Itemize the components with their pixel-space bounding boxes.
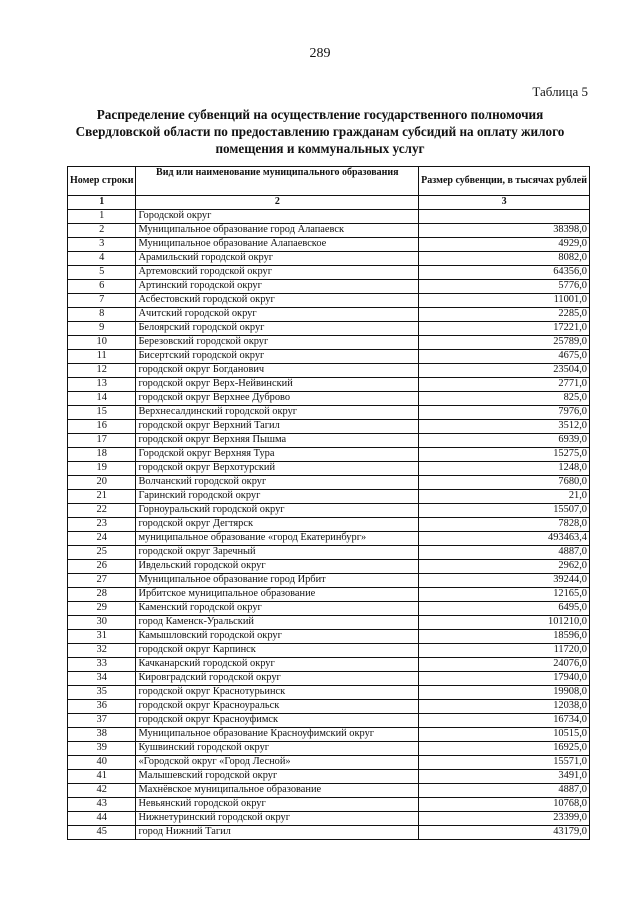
row-number: 27 xyxy=(68,573,136,587)
subvention-amount: 38398,0 xyxy=(419,223,590,237)
table-row xyxy=(68,769,590,783)
row-number: 19 xyxy=(68,461,136,475)
municipality-name: Бисертский городской округ xyxy=(136,349,419,363)
row-number: 38 xyxy=(68,727,136,741)
table-row xyxy=(68,419,590,433)
municipality-name: Горноуральский городской округ xyxy=(136,503,419,517)
municipality-name: Арамильский городской округ xyxy=(136,251,419,265)
subvention-amount: 19908,0 xyxy=(419,685,590,699)
table-row xyxy=(68,489,590,503)
row-number: 25 xyxy=(68,545,136,559)
municipality-name: Невьянский городской округ xyxy=(136,797,419,811)
subvention-amount: 7976,0 xyxy=(419,405,590,419)
column-number: 1 xyxy=(68,196,136,210)
row-number: 29 xyxy=(68,601,136,615)
municipality-name: Муниципальное образование Алапаевское xyxy=(136,237,419,251)
row-number: 21 xyxy=(68,489,136,503)
municipality-name: городской округ Красноуральск xyxy=(136,699,419,713)
subvention-amount: 6939,0 xyxy=(419,433,590,447)
table-row xyxy=(68,517,590,531)
column-number: 2 xyxy=(136,196,419,210)
municipality-name: Малышевский городской округ xyxy=(136,769,419,783)
row-number: 18 xyxy=(68,447,136,461)
row-number: 16 xyxy=(68,419,136,433)
subvention-amount: 8082,0 xyxy=(419,251,590,265)
subvention-amount: 101210,0 xyxy=(419,615,590,629)
table-row xyxy=(68,335,590,349)
table-row xyxy=(68,433,590,447)
row-number: 43 xyxy=(68,797,136,811)
municipality-name: Качканарский городской округ xyxy=(136,657,419,671)
table-row xyxy=(68,643,590,657)
table-row xyxy=(68,615,590,629)
subvention-amount: 2285,0 xyxy=(419,307,590,321)
subvention-amount: 11720,0 xyxy=(419,643,590,657)
row-number: 5 xyxy=(68,265,136,279)
municipality-name: городской округ Карпинск xyxy=(136,643,419,657)
subvention-amount: 18596,0 xyxy=(419,629,590,643)
table-row xyxy=(68,377,590,391)
subvention-amount: 25789,0 xyxy=(419,335,590,349)
municipality-name: городской округ Верхотурский xyxy=(136,461,419,475)
subvention-amount: 15507,0 xyxy=(419,503,590,517)
subvention-amount: 6495,0 xyxy=(419,601,590,615)
row-number: 32 xyxy=(68,643,136,657)
table-row xyxy=(68,629,590,643)
municipality-name: городской округ Верхняя Пышма xyxy=(136,433,419,447)
subvention-amount: 3491,0 xyxy=(419,769,590,783)
table-row xyxy=(68,321,590,335)
table-row xyxy=(68,279,590,293)
table-row xyxy=(68,391,590,405)
table-row xyxy=(68,293,590,307)
subvention-amount: 15275,0 xyxy=(419,447,590,461)
subvention-amount: 12038,0 xyxy=(419,699,590,713)
table-row xyxy=(68,741,590,755)
row-number: 23 xyxy=(68,517,136,531)
municipality-name: город Каменск-Уральский xyxy=(136,615,419,629)
header-name: Вид или наименование муниципального образования xyxy=(136,167,419,196)
row-number: 3 xyxy=(68,237,136,251)
row-number: 36 xyxy=(68,699,136,713)
row-number: 31 xyxy=(68,629,136,643)
row-number: 37 xyxy=(68,713,136,727)
row-number: 8 xyxy=(68,307,136,321)
subvention-amount: 23504,0 xyxy=(419,363,590,377)
municipality-name: Ивдельский городской округ xyxy=(136,559,419,573)
table-row xyxy=(68,699,590,713)
table-row xyxy=(68,223,590,237)
table-row xyxy=(68,559,590,573)
municipality-name: Нижнетуринский городской округ xyxy=(136,811,419,825)
table-row xyxy=(68,209,590,223)
municipality-name: муниципальное образование «город Екатеринбург» xyxy=(136,531,419,545)
subvention-amount: 7828,0 xyxy=(419,517,590,531)
municipality-name: Ирбитское муниципальное образование xyxy=(136,587,419,601)
municipality-name: Муниципальное образование Красноуфимский округ xyxy=(136,727,419,741)
subvention-amount: 43179,0 xyxy=(419,825,590,839)
row-number: 13 xyxy=(68,377,136,391)
municipality-name: городской округ Богданович xyxy=(136,363,419,377)
column-number-row xyxy=(68,196,590,210)
subvention-amount xyxy=(419,209,590,223)
table-row xyxy=(68,363,590,377)
subvention-amount: 4887,0 xyxy=(419,545,590,559)
table-row xyxy=(68,251,590,265)
municipality-name: Гаринский городской округ xyxy=(136,489,419,503)
subvention-amount: 10515,0 xyxy=(419,727,590,741)
table-row xyxy=(68,447,590,461)
table-row xyxy=(68,531,590,545)
municipality-name: городской округ Красноуфимск xyxy=(136,713,419,727)
row-number: 34 xyxy=(68,671,136,685)
subvention-amount: 16925,0 xyxy=(419,741,590,755)
municipality-name: городской округ Краснотурьинск xyxy=(136,685,419,699)
subvention-amount: 17221,0 xyxy=(419,321,590,335)
subvention-amount: 1248,0 xyxy=(419,461,590,475)
municipality-name: Верхнесалдинский городской округ xyxy=(136,405,419,419)
row-number: 17 xyxy=(68,433,136,447)
municipality-name: Кировградский городской округ xyxy=(136,671,419,685)
subvention-amount: 10768,0 xyxy=(419,797,590,811)
subvention-amount: 4675,0 xyxy=(419,349,590,363)
subvention-amount: 7680,0 xyxy=(419,475,590,489)
municipality-name: городской округ Верх-Нейвинский xyxy=(136,377,419,391)
subvention-amount: 5776,0 xyxy=(419,279,590,293)
municipality-name: Артинский городской округ xyxy=(136,279,419,293)
municipality-name: городской округ Заречный xyxy=(136,545,419,559)
subvention-amount: 12165,0 xyxy=(419,587,590,601)
table-row xyxy=(68,797,590,811)
subvention-amount: 15571,0 xyxy=(419,755,590,769)
table-row xyxy=(68,671,590,685)
municipality-name: Белоярский городской округ xyxy=(136,321,419,335)
subvention-amount: 23399,0 xyxy=(419,811,590,825)
municipality-name: Муниципальное образование город Алапаевск xyxy=(136,223,419,237)
subvention-amount: 825,0 xyxy=(419,391,590,405)
row-number: 6 xyxy=(68,279,136,293)
municipality-name: Березовский городской округ xyxy=(136,335,419,349)
municipality-name: городской округ Верхний Тагил xyxy=(136,419,419,433)
table-row xyxy=(68,783,590,797)
row-number: 4 xyxy=(68,251,136,265)
table-row xyxy=(68,503,590,517)
row-number: 9 xyxy=(68,321,136,335)
table-row xyxy=(68,349,590,363)
header-value: Размер субвенции, в тысячах рублей xyxy=(419,167,590,196)
municipality-name: Волчанский городской округ xyxy=(136,475,419,489)
municipality-name: Камышловский городской округ xyxy=(136,629,419,643)
row-number: 15 xyxy=(68,405,136,419)
table-row xyxy=(68,545,590,559)
table-row xyxy=(68,405,590,419)
subvention-amount: 2771,0 xyxy=(419,377,590,391)
table-row xyxy=(68,573,590,587)
subvention-amount: 39244,0 xyxy=(419,573,590,587)
row-number: 41 xyxy=(68,769,136,783)
table-row xyxy=(68,713,590,727)
row-number: 40 xyxy=(68,755,136,769)
table-row xyxy=(68,755,590,769)
table-row xyxy=(68,237,590,251)
row-number: 24 xyxy=(68,531,136,545)
row-number: 20 xyxy=(68,475,136,489)
row-number: 28 xyxy=(68,587,136,601)
row-number: 30 xyxy=(68,615,136,629)
table-row xyxy=(68,587,590,601)
column-number: 3 xyxy=(419,196,590,210)
municipality-name: городской округ Верхнее Дуброво xyxy=(136,391,419,405)
row-number: 42 xyxy=(68,783,136,797)
subvention-table xyxy=(67,166,590,840)
row-number: 14 xyxy=(68,391,136,405)
municipality-name: Ачитский городской округ xyxy=(136,307,419,321)
table-row xyxy=(68,685,590,699)
row-number: 39 xyxy=(68,741,136,755)
subvention-amount: 493463,4 xyxy=(419,531,590,545)
document-title: Распределение субвенций на осуществление государственного полномочия Свердловской области по предоставлению гражданам субсидий на оплату жилого помещения и коммунальных услуг xyxy=(75,107,565,156)
municipality-name: Городской округ xyxy=(136,209,419,223)
subvention-amount: 64356,0 xyxy=(419,265,590,279)
table-row xyxy=(68,307,590,321)
subvention-amount: 11001,0 xyxy=(419,293,590,307)
municipality-name: Городской округ Верхняя Тура xyxy=(136,447,419,461)
table-row xyxy=(68,265,590,279)
row-number: 22 xyxy=(68,503,136,517)
subvention-amount: 24076,0 xyxy=(419,657,590,671)
table-row xyxy=(68,601,590,615)
table-row xyxy=(68,657,590,671)
row-number: 35 xyxy=(68,685,136,699)
municipality-name: Кушвинский городской округ xyxy=(136,741,419,755)
municipality-name: Каменский городской округ xyxy=(136,601,419,615)
row-number: 44 xyxy=(68,811,136,825)
subvention-amount: 21,0 xyxy=(419,489,590,503)
subvention-amount: 17940,0 xyxy=(419,671,590,685)
row-number: 33 xyxy=(68,657,136,671)
subvention-amount: 2962,0 xyxy=(419,559,590,573)
municipality-name: городской округ Дегтярск xyxy=(136,517,419,531)
municipality-name: Махнёвское муниципальное образование xyxy=(136,783,419,797)
subvention-amount: 16734,0 xyxy=(419,713,590,727)
row-number: 12 xyxy=(68,363,136,377)
page-number: 289 xyxy=(309,46,331,61)
header-row xyxy=(68,167,590,196)
municipality-name: город Нижний Тагил xyxy=(136,825,419,839)
header-num: Номер строки xyxy=(68,167,136,196)
municipality-name: «Городской округ «Город Лесной» xyxy=(136,755,419,769)
row-number: 11 xyxy=(68,349,136,363)
row-number: 10 xyxy=(68,335,136,349)
row-number: 1 xyxy=(68,209,136,223)
subvention-amount: 4929,0 xyxy=(419,237,590,251)
subvention-amount: 4887,0 xyxy=(419,783,590,797)
row-number: 45 xyxy=(68,825,136,839)
table-label: Таблица 5 xyxy=(532,84,588,99)
municipality-name: Асбестовский городской округ xyxy=(136,293,419,307)
row-number: 7 xyxy=(68,293,136,307)
subvention-amount: 3512,0 xyxy=(419,419,590,433)
table-row xyxy=(68,825,590,839)
table-row xyxy=(68,727,590,741)
table-row xyxy=(68,461,590,475)
table-row xyxy=(68,475,590,489)
row-number: 2 xyxy=(68,223,136,237)
row-number: 26 xyxy=(68,559,136,573)
table-row xyxy=(68,811,590,825)
municipality-name: Муниципальное образование город Ирбит xyxy=(136,573,419,587)
municipality-name: Артемовский городской округ xyxy=(136,265,419,279)
